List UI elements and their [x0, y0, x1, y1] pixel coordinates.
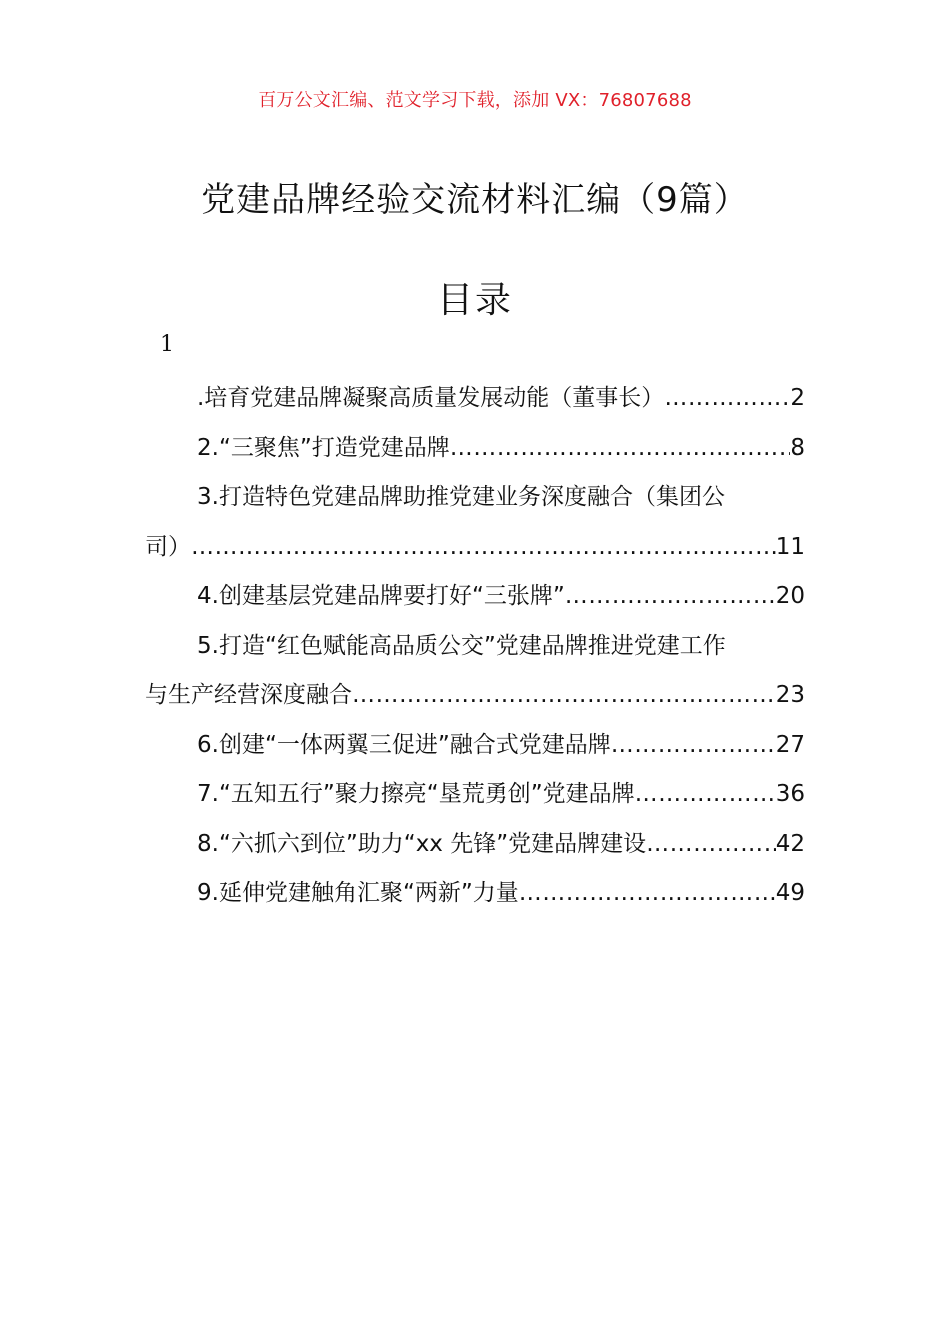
table-of-contents [145, 374, 805, 919]
toc-entry-page: 36 [775, 781, 805, 807]
toc-entry-text-line1: 3.打造特色党建品牌助推党建业务深度融合（集团公 [197, 484, 725, 510]
toc-entry-page: 20 [775, 583, 805, 609]
toc-entry-page: 42 [775, 830, 805, 857]
toc-entry-text: 6.创建“一体两翼三促进”融合式党建品牌 [197, 731, 611, 758]
toc-entry-8[interactable] [145, 820, 805, 870]
toc-entry-4[interactable] [145, 572, 805, 622]
toc-entry-text: 9.延伸党建触角汇聚“两新”力量 [197, 880, 519, 906]
header-note: 百万公文汇编、范文学习下载，添加 VX：76807688 [258, 90, 692, 111]
toc-entry-text: 7.“五知五行”聚力擦亮“垦荒勇创”党建品牌 [197, 781, 635, 807]
toc-entry-page: 27 [775, 731, 805, 758]
toc-entry-page: 23 [775, 682, 805, 708]
toc-entry-1[interactable] [145, 374, 805, 424]
toc-entry-page: 8 [790, 434, 805, 461]
toc-entry-page: 2 [790, 385, 805, 411]
toc-entry-page: 11 [775, 533, 805, 560]
toc-entry-text: .培育党建品牌凝聚高质量发展动能（董事长） [197, 385, 665, 411]
toc-entry-3[interactable] [145, 473, 805, 572]
toc-entry-6[interactable] [145, 721, 805, 771]
toc-entry-5[interactable] [145, 622, 805, 721]
toc-entry-text-line1: 5.打造“红色赋能高品质公交”党建品牌推进党建工作 [197, 632, 726, 659]
toc-entry-text-line2: 司） [145, 533, 191, 560]
page-marker: 1 [160, 332, 174, 357]
toc-entry-text: 4.创建基层党建品牌要打好“三张牌” [197, 583, 565, 609]
toc-entry-9[interactable] [145, 869, 805, 919]
toc-entry-page: 49 [775, 880, 805, 906]
toc-entry-text: 2.“三聚焦”打造党建品牌 [197, 434, 450, 461]
toc-entry-text-line2: 与生产经营深度融合 [145, 682, 352, 708]
toc-entry-2[interactable] [145, 424, 805, 474]
toc-entry-text: 8.“六抓六到位”助力“xx 先锋”党建品牌建设 [197, 830, 647, 857]
document-title: 党建品牌经验交流材料汇编（9篇） [201, 180, 749, 220]
toc-heading: 目录 [436, 280, 513, 321]
toc-entry-7[interactable] [145, 770, 805, 820]
